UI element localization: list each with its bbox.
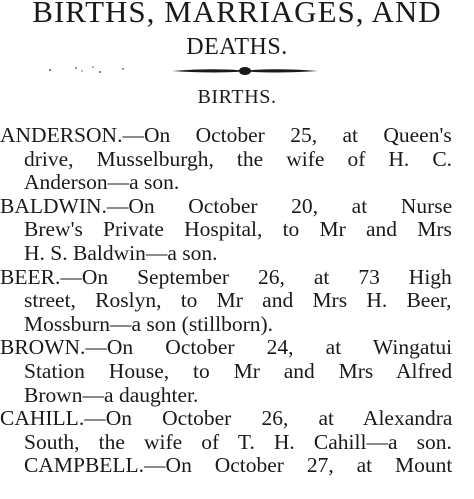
section-heading-births: BIRTHS. <box>197 86 277 108</box>
notice-continuation-line: Station House, to Mr and Mrs Alfred <box>24 359 453 383</box>
notice-first-line: BALDWIN.—On October 20, at Nurse <box>0 193 453 218</box>
notice-first-line: ANDERSON.—On October 25, at Queen's <box>0 123 452 147</box>
masthead-subtitle: DEATHS. <box>186 34 288 60</box>
notice-first-line: BROWN.—On October 24, at Wingatui <box>0 335 453 360</box>
notice-first-line: CAHILL.—On October 26, at Alexandra <box>0 406 453 431</box>
notice-continuation-line: Brew's Private Hospital, to Mr and Mrs <box>24 217 452 242</box>
notice-continuation-line: Brown—a daughter. <box>24 382 199 407</box>
notice-continuation-line: street, Roslyn, to Mr and Mrs H. Beer, <box>24 288 452 313</box>
print-specks-decoration <box>30 58 150 78</box>
notice-continuation-line: CAMPBELL.—On October 27, at Mount <box>24 453 453 478</box>
notice-continuation-line: Mossburn—a son (stillborn). <box>24 311 274 336</box>
notice-continuation-line: Anderson—a son. <box>24 170 180 195</box>
notice-continuation-line: H. S. Baldwin—a son. <box>24 241 218 265</box>
notice-continuation-line: South, the wife of T. H. Cahill—a son. <box>24 429 452 454</box>
masthead-title: BIRTHS, MARRIAGES, AND <box>32 0 442 29</box>
ornamental-rule-icon <box>170 64 320 78</box>
notice-first-line: BEER.—On September 26, at 73 High <box>0 264 452 289</box>
notice-continuation-line: drive, Musselburgh, the wife of H. C. <box>24 146 453 171</box>
